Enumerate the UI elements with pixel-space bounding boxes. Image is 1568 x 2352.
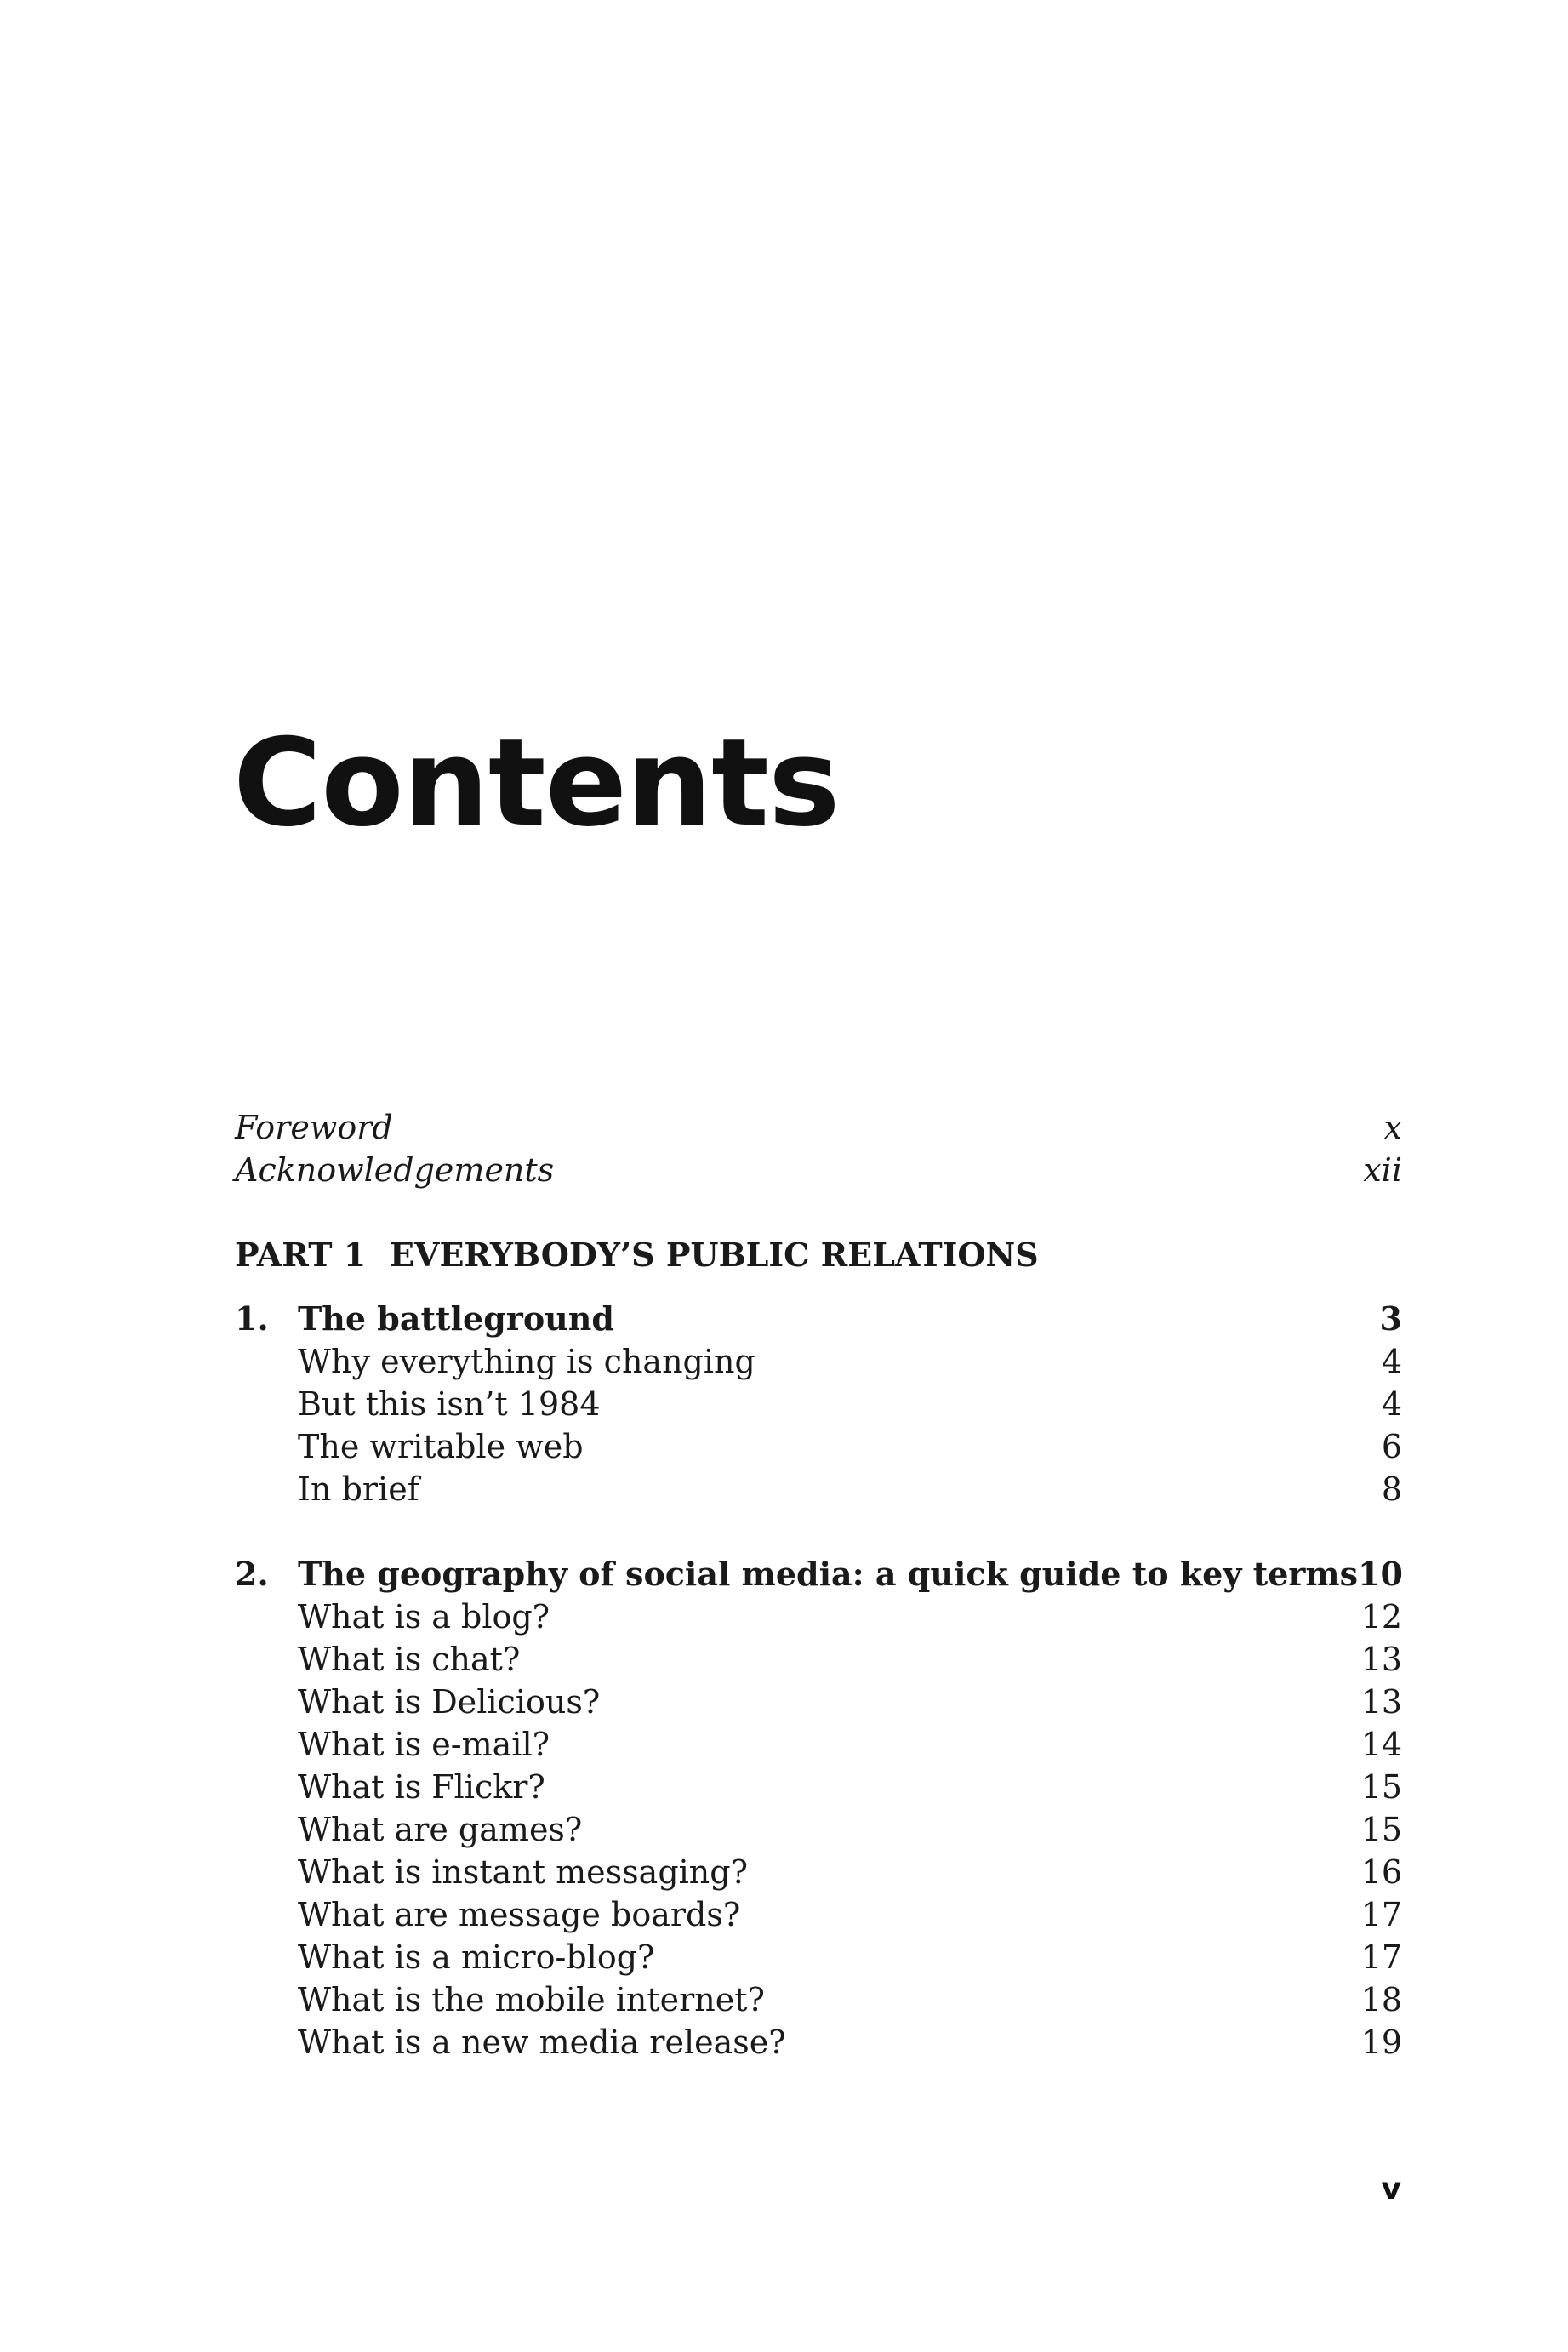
chapter-1 [235,1298,1402,1510]
chapter-page: 3 [1379,1299,1402,1338]
toc-section[interactable] [235,1893,1402,1936]
toc-entry-label: Acknowledgements [235,1151,555,1189]
toc-section[interactable] [235,1340,1402,1383]
section-label: What is a micro-blog? [298,1938,655,1976]
section-page: 12 [1360,1598,1402,1636]
section-page: 13 [1360,1641,1402,1678]
chapter-page: 10 [1358,1555,1403,1593]
section-label: But this isn’t 1984 [298,1385,601,1423]
section-label: What is a new media release? [298,2024,786,2061]
toc-entry-page: x [1383,1109,1402,1146]
section-page: 17 [1360,1938,1402,1976]
section-page: 17 [1360,1896,1402,1933]
toc-section[interactable] [235,1723,1402,1766]
section-label: What is Flickr? [298,1768,545,1806]
toc-section[interactable] [235,1681,1402,1723]
toc-entry-label: Foreword [235,1109,393,1146]
toc-section[interactable] [235,1425,1402,1468]
chapter-heading[interactable] [235,1553,1402,1596]
page-number: v [1381,2172,1401,2206]
chapter-title: The battleground [298,1299,614,1338]
section-page: 4 [1381,1385,1402,1423]
section-page: 8 [1381,1470,1402,1508]
section-label: The writable web [298,1428,584,1465]
chapter-2 [235,1553,1402,2064]
chapter-heading[interactable] [235,1298,1402,1340]
toc-entry-page: xii [1363,1151,1402,1189]
toc-section[interactable] [235,1468,1402,1510]
section-label: What is chat? [298,1641,521,1678]
section-page: 14 [1360,1726,1402,1763]
chapter-number: 1. [235,1299,269,1338]
section-page: 4 [1381,1343,1402,1380]
toc-entry-foreword[interactable] [235,1106,1402,1149]
section-page: 6 [1381,1428,1402,1465]
section-label: What is e-mail? [298,1726,550,1763]
part-heading [235,1234,1402,1276]
section-page: 16 [1360,1853,1402,1891]
page-title: Contents [233,713,840,853]
section-label: What is instant messaging? [298,1853,748,1891]
toc-section[interactable] [235,1808,1402,1851]
toc-section[interactable] [235,1851,1402,1893]
table-of-contents [235,1106,1402,2064]
toc-section[interactable] [235,2021,1402,2064]
section-page: 13 [1360,1683,1402,1721]
section-label: What are games? [298,1811,583,1848]
toc-section[interactable] [235,1383,1402,1425]
chapter-number: 2. [235,1555,269,1593]
section-label: What is the mobile internet? [298,1981,765,2018]
section-page: 15 [1360,1768,1402,1806]
section-label: Why everything is changing [298,1343,755,1380]
chapter-title: The geography of social media: a quick guide to key terms [298,1555,1359,1593]
section-label: What is Delicious? [298,1683,601,1721]
section-page: 15 [1360,1811,1402,1848]
section-label: What is a blog? [298,1598,550,1636]
section-label: What are message boards? [298,1896,741,1933]
part-number: PART 1 [235,1236,367,1274]
part-title: EVERYBODY’S PUBLIC RELATIONS [390,1236,1039,1274]
toc-section[interactable] [235,1766,1402,1808]
toc-section[interactable] [235,1596,1402,1638]
toc-section[interactable] [235,1978,1402,2021]
toc-section[interactable] [235,1936,1402,1978]
section-page: 18 [1360,1981,1402,2018]
section-page: 19 [1360,2024,1402,2061]
toc-entry-acknowledgements[interactable] [235,1149,1402,1191]
toc-section[interactable] [235,1638,1402,1681]
section-label: In brief [298,1470,419,1508]
